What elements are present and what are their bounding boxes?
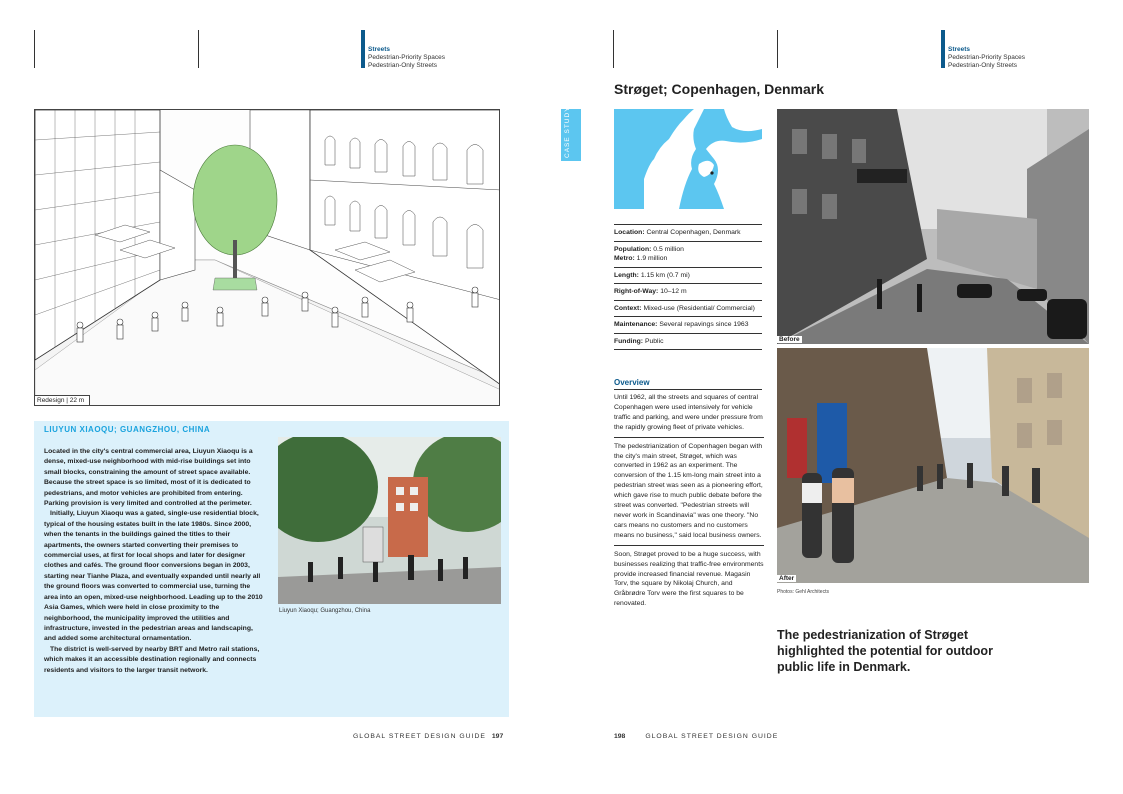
- fact-location: Location: Central Copenhagen, Denmark: [614, 224, 762, 241]
- denmark-locator-map: [614, 109, 762, 209]
- overview-paragraph: The pedestrianization of Copenhagen began with the city's main street, Strøget, which was converted in 1962 as an experiment. The conversion of the 1.15 km-long main street into a pedestrian street was seen as a pioneering effort, which gave rise to much public debate before the street was converted. "Pedestrian streets will never work in Scandinavia" was one theory. "No cars means no customers and no customers means no business," said local business owners.: [614, 437, 764, 545]
- pull-quote: The pedestrianization of Strøget highlighted the potential for outdoor public life in Denmark.: [777, 628, 993, 674]
- header-rule-3: [613, 30, 614, 68]
- street-redesign-illustration: [34, 109, 500, 406]
- running-header-left: [368, 46, 445, 70]
- before-photo-drawing: [777, 109, 1089, 344]
- overview-rule: [614, 389, 762, 390]
- copenhagen-marker: [710, 171, 713, 174]
- header-rule-2: [198, 30, 199, 68]
- header-subsection-2: Pedestrian-Only Streets: [948, 62, 1018, 69]
- fact-right-of-way: Right-of-Way: 10–12 m: [614, 283, 762, 300]
- page-number: 198: [614, 733, 626, 740]
- photo-caption: Liuyun Xiaoqu; Guangzhou, China: [279, 608, 371, 614]
- case-study-tab-label: CASE STUDY: [564, 106, 571, 158]
- page-title: Strøget; Copenhagen, Denmark: [614, 81, 825, 97]
- footer-right: [614, 733, 778, 740]
- liuyun-xiaoqu-photo: [278, 437, 501, 604]
- fact-length: Length: 1.15 km (0.7 mi): [614, 267, 762, 284]
- case-study-title: LIUYUN XIAOQU; GUANGZHOU, CHINA: [44, 425, 211, 434]
- header-subsection: Pedestrian-Priority Spaces: [368, 54, 445, 61]
- photo-credit: Photos: Gehl Architects: [777, 589, 829, 595]
- before-label: Before: [779, 336, 800, 343]
- map-drawing: [614, 109, 762, 209]
- header-rule-1: [34, 30, 35, 68]
- overview-paragraph: Soon, Strøget proved to be a huge success, with businesses realizing that traffic-free environments provide increased financial revenue. Magasin Torv, the square by Nikolaj Church, and Gråbrødre Torv were the first squares to be renovated.: [614, 545, 764, 613]
- footer-guide-title: GLOBAL STREET DESIGN GUIDE: [353, 733, 486, 740]
- header-section: Streets: [368, 46, 391, 53]
- after-photo-drawing: [777, 348, 1089, 583]
- before-photo: [777, 109, 1089, 344]
- overview-body: [614, 393, 764, 613]
- section-tab-right: [941, 30, 945, 68]
- fact-funding: Funding: Public: [614, 333, 762, 351]
- case-study-body: [44, 447, 266, 676]
- running-header-right: [948, 46, 1025, 70]
- after-photo: [777, 348, 1089, 583]
- overview-paragraph: Until 1962, all the streets and squares of central Copenhagen were used intensively for vehicle traffic and parking, and were under pressure from the rapidly growing fleet of private vehicles.: [614, 394, 763, 431]
- header-section: Streets: [948, 46, 971, 53]
- footer-guide-title: GLOBAL STREET DESIGN GUIDE: [645, 733, 779, 740]
- street-perspective-drawing: [35, 110, 500, 406]
- fact-population: Population: 0.5 million Metro: 1.9 million: [614, 241, 762, 267]
- header-rule-4: [777, 30, 778, 68]
- section-tab-left: [361, 30, 365, 68]
- case-study-tab: [561, 106, 581, 161]
- illustration-label: Redesign | 22 m: [34, 395, 90, 406]
- case-paragraph: The district is well-served by nearby BRT and Metro rail stations, which makes it an accessible destination regionally and connects residents and visitors to the larger transit network.: [44, 645, 260, 674]
- case-paragraph: Initially, Liuyun Xiaoqu was a gated, single-use residential block, typical of the housing estates built in the late 1980s. Since 2000, when the tenants in the buildings gained the titles to their apartments, the owners started converting their premises to commercial uses, at first for local shops and later for designer clothes and cafés. The ground floor conversions began in 2003, starting near Tianhe Plaza, and eventually expanded until nearly all the ground floors was converted to commercial use, turning the area into an open, mixed-use neighborhood. Leading up to the 2010 Asia Games, which were held in close proximity to the neighborhood, the municipality improved the utilities and infrastructure, invested in the pedestrian areas and landscaping, and added some architectural ornamentation.: [44, 510, 263, 643]
- facts-table: [614, 224, 762, 350]
- overview-heading: Overview: [614, 378, 650, 387]
- header-subsection: Pedestrian-Priority Spaces: [948, 54, 1025, 61]
- after-label: After: [779, 575, 795, 582]
- fact-context: Context: Mixed-use (Residential/ Commercial): [614, 300, 762, 317]
- fact-maintenance: Maintenance: Several repavings since 1963: [614, 316, 762, 333]
- page-number: 197: [491, 733, 504, 740]
- case-paragraph: Located in the city's central commercial area, Liuyun Xiaoqu is a dense, mixed-use neighborhood with mid-rise buildings set into small blocks, constraining the amount of street space available. Because the street space is so limited, most of it is dedicated to pedestrians, and motor vehicles are prohibited from entering. Parking provision is very limited and controlled at the perimeter.: [44, 448, 253, 508]
- footer-left: [353, 733, 503, 740]
- header-subsection-2: Pedestrian-Only Streets: [368, 62, 438, 69]
- street-photo-drawing: [278, 437, 501, 604]
